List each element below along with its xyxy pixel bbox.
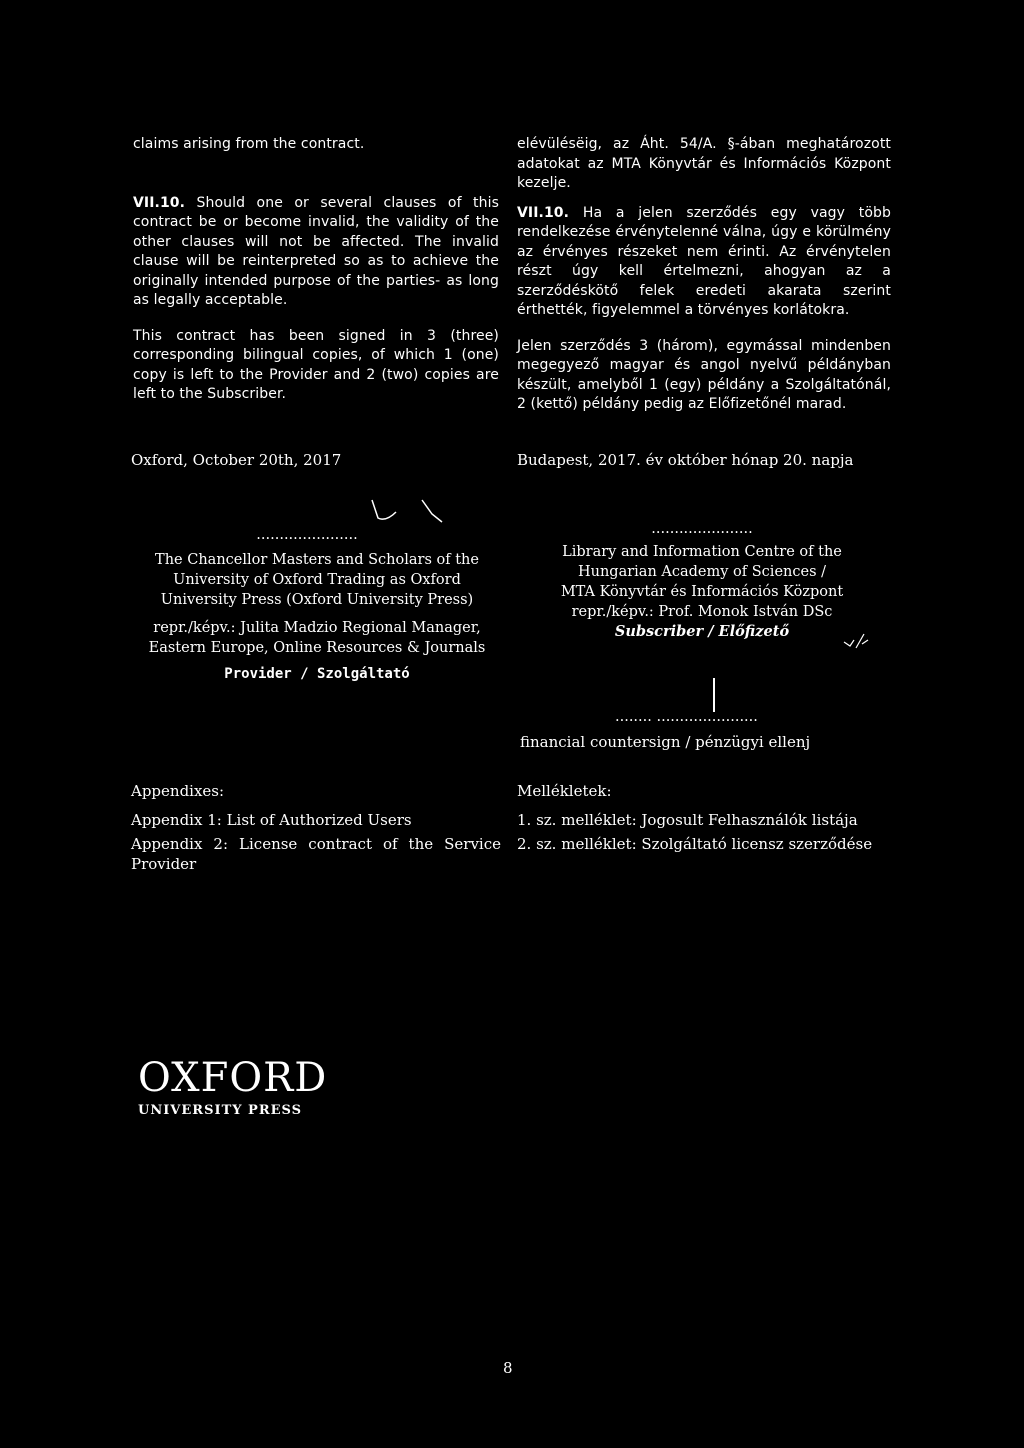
subscriber-name-line-3: MTA Könyvtár és Információs Központ	[560, 584, 844, 600]
initials-mark-right	[842, 630, 870, 652]
logo-wordmark: OXFORD	[138, 1055, 328, 1101]
appendix-left	[131, 781, 501, 874]
provider-name-line-1: The Chancellor Masters and Scholars of the	[155, 552, 479, 568]
appendix-item-1-en: Appendix 1: List of Authorized Users	[131, 811, 412, 829]
provider-role: Provider / Szolgáltató	[224, 666, 410, 682]
right-para-1: elévülésëig, az Áht. 54/A. §-ában meghatározott adatokat az MTA Könyvtár és Információs Központ kezelje.	[517, 136, 891, 191]
right-para-2	[517, 204, 891, 321]
place-date-right: Budapest, 2017. év október hónap 20. napja	[517, 451, 854, 469]
provider-representative: repr./képv.: Julita Madzio Regional Manager,	[153, 620, 481, 636]
provider-name-line-3: University Press (Oxford University Press)	[160, 592, 474, 608]
right-column	[517, 135, 891, 415]
logo-subtitle: UNIVERSITY PRESS	[138, 1103, 303, 1118]
oxford-university-press-logo	[138, 1055, 327, 1118]
signature-block-subscriber	[512, 522, 892, 642]
appendix-item-1-hu: 1. sz. melléklet: Jogosult Felhasználók listája	[517, 811, 858, 829]
subscriber-name-line-1: Library and Information Centre of the	[562, 544, 842, 560]
appendix-title-en: Appendixes:	[131, 782, 225, 800]
signature-block-provider	[130, 528, 504, 684]
subscriber-representative: repr./képv.: Prof. Monok István DSc	[571, 604, 833, 620]
subscriber-name-line-2: Hungarian Academy of Sciences /	[577, 564, 826, 580]
page-number: 8	[503, 1359, 513, 1377]
signature-dots-left: ......................	[256, 527, 358, 543]
provider-name-line-2: University of Oxford Trading as Oxford	[173, 572, 461, 588]
countersign-dots: ........ ......................	[615, 709, 758, 725]
appendix-title-hu: Mellékletek:	[517, 782, 612, 800]
signature-dots-right: ......................	[651, 521, 753, 537]
left-para-3: This contract has been signed in 3 (three) corresponding bilingual copies, of which 1 (one) copy is left to the Provider and 2 (two) copies are left to the Subscriber.	[133, 327, 499, 402]
countersign-block	[520, 710, 880, 752]
right-para-3: Jelen szerződés 3 (három), egymással mindenben megegyező magyar és angol nyelvű példányban készült, amelyből 1 (egy) példány a Szolgáltatónál, 2 (kettő) példány pedig az Előfizetőnél marad.	[517, 337, 891, 412]
countersign-stroke	[713, 678, 715, 712]
appendix-item-2-hu: 2. sz. melléklet: Szolgáltató licensz szerződése	[517, 835, 873, 853]
left-para-1: claims arising from the contract.	[133, 136, 365, 152]
subscriber-role: Subscriber / Előfizető	[614, 623, 790, 640]
appendix-right	[517, 781, 897, 854]
place-date-left: Oxford, October 20th, 2017	[131, 451, 342, 469]
left-para-2	[133, 194, 499, 311]
countersign-label: financial countersign / pénzügyi ellenj	[520, 733, 811, 751]
appendix-item-2-en: Appendix 2: License contract of the Service Provider	[131, 835, 501, 873]
provider-department: Eastern Europe, Online Resources & Journals	[148, 640, 486, 656]
right-clause-text: Ha a jelen szerződés egy vagy több rendelkezése érvénytelenné válna, úgy e körülmény az érvényes részeket nem érinti. Az érvénytelen részt úgy kell értelmezni, ahogyan az a szerződéskötő felek eredeti akarata szerint érthették, figyelemmel a törvényes korlátokra.	[517, 204, 891, 318]
left-clause-number: VII.10.	[133, 194, 186, 211]
left-clause-text: Should one or several clauses of this contract be or become invalid, the validity of the other clauses will not be affected. The invalid clause will be reinterpreted so as to achieve the originally intended purpose of the parties- as long as legally acceptable.	[133, 194, 499, 308]
right-clause-number: VII.10.	[517, 204, 570, 221]
signature-mark-left	[360, 492, 460, 532]
left-column	[133, 135, 499, 405]
